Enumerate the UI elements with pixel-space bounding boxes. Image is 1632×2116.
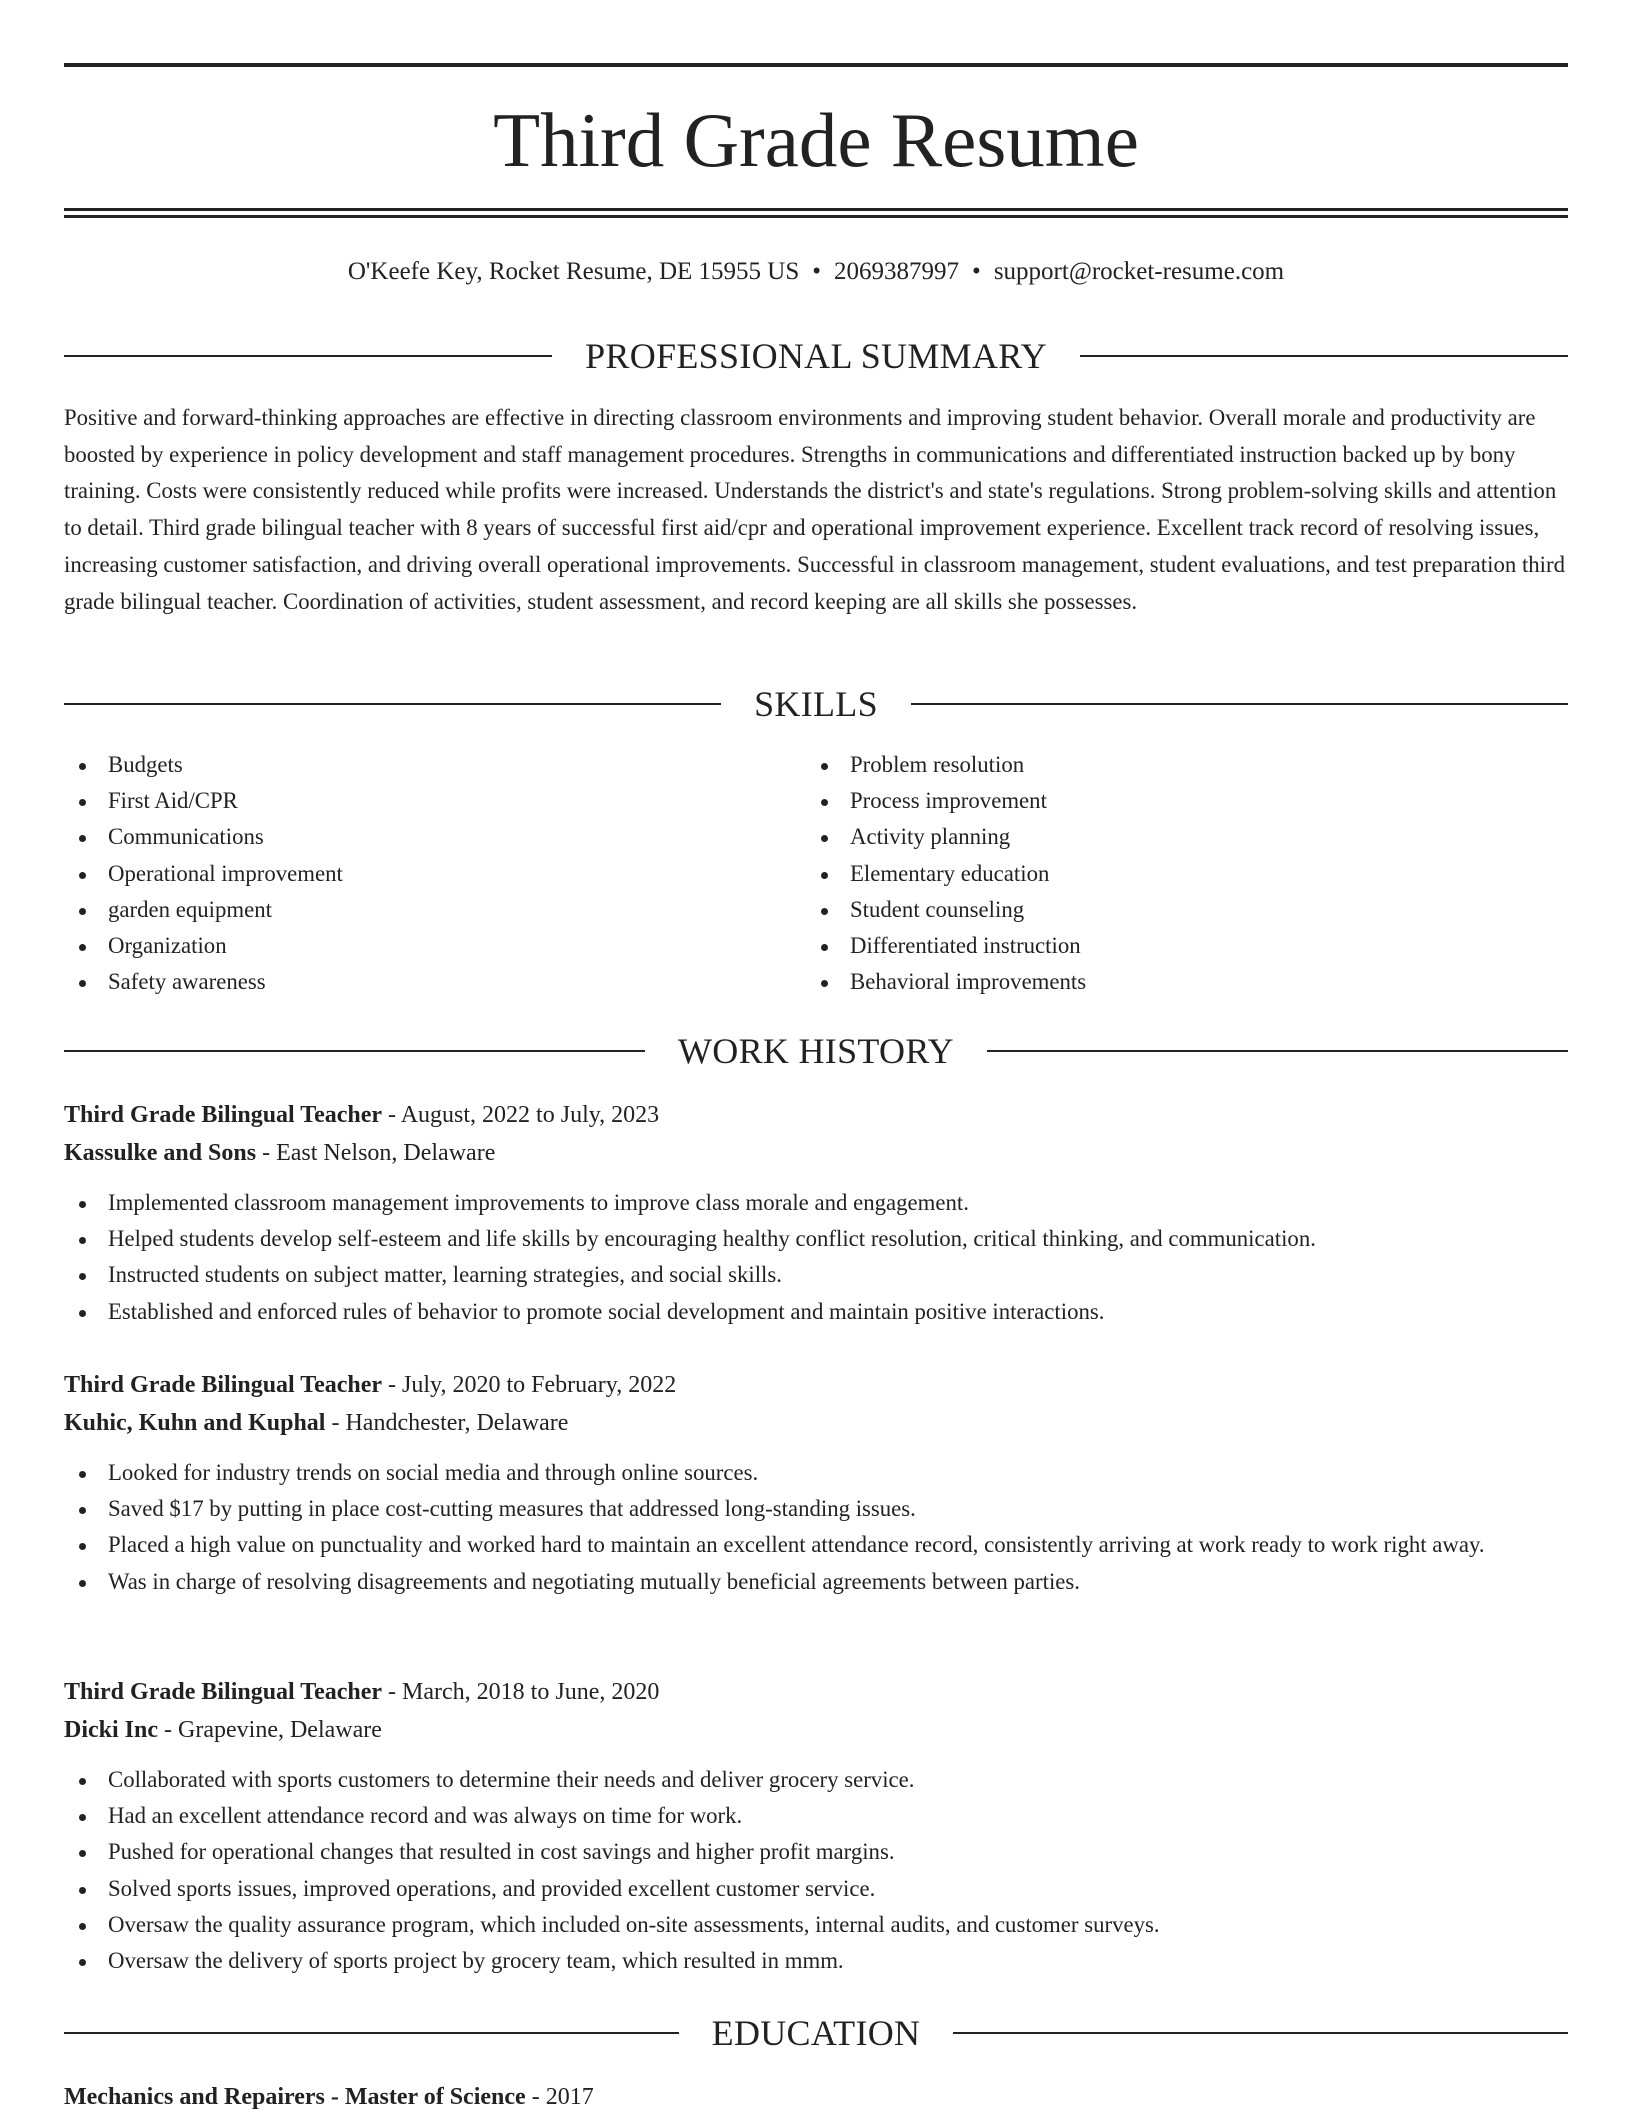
section-title-work: WORK HISTORY <box>678 1031 954 1071</box>
skill-item: Operational improvement <box>64 856 804 892</box>
job-entry <box>64 1673 1568 1979</box>
contact-email: support@rocket-resume.com <box>993 258 1285 285</box>
job-bullet: Instructed students on subject matter, learning strategies, and social skills. <box>64 1257 1568 1293</box>
divider-line <box>64 2032 679 2034</box>
contact-address: O'Keefe Key, Rocket Resume, DE 15955 US <box>347 258 800 285</box>
job-location: Grapevine, Delaware <box>178 1717 382 1743</box>
job-title-line: Third Grade Bilingual Teacher - July, 2020 to February, 2022 <box>64 1372 677 1398</box>
divider-line <box>64 1050 645 1052</box>
skill-item: Behavioral improvements <box>806 964 1568 1000</box>
job-location: East Nelson, Delaware <box>276 1140 496 1166</box>
job-company-line: Dicki Inc - Grapevine, Delaware <box>64 1717 382 1743</box>
job-title: Third Grade Bilingual Teacher <box>64 1679 383 1705</box>
divider-line <box>911 703 1568 705</box>
job-entry <box>64 1366 1568 1600</box>
education-line: Mechanics and Repairers - Master of Science - 2017 <box>64 2084 594 2110</box>
section-title-summary: PROFESSIONAL SUMMARY <box>585 336 1047 376</box>
job-dates: July, 2020 to February, 2022 <box>402 1372 677 1398</box>
job-bullet: Looked for industry trends on social media and through online sources. <box>64 1455 1568 1491</box>
job-bullet: Had an excellent attendance record and was always on time for work. <box>64 1798 1568 1834</box>
divider-line <box>987 1050 1568 1052</box>
contact-separator: • <box>812 258 822 285</box>
section-title-education: EDUCATION <box>711 2013 921 2053</box>
job-title: Third Grade Bilingual Teacher <box>64 1372 383 1398</box>
job-company-line: Kassulke and Sons - East Nelson, Delaware <box>64 1140 496 1166</box>
education-entry <box>64 2078 1568 2116</box>
divider-line <box>953 2032 1568 2034</box>
skill-item: First Aid/CPR <box>64 783 804 819</box>
job-entry <box>64 1096 1568 1330</box>
job-bullets <box>64 1762 1568 1979</box>
section-header-education <box>64 2011 1568 2055</box>
job-location: Handchester, Delaware <box>345 1410 569 1436</box>
skill-item: Process improvement <box>806 783 1568 819</box>
job-company: Kuhic, Kuhn and Kuphal <box>64 1410 326 1436</box>
contact-line <box>64 252 1568 292</box>
top-rule <box>64 63 1568 67</box>
skill-item: Problem resolution <box>806 747 1568 783</box>
job-title-line: Third Grade Bilingual Teacher - August, 2022 to July, 2023 <box>64 1102 660 1128</box>
skill-item: Organization <box>64 928 804 964</box>
education-degree: Mechanics and Repairers - Master of Science <box>64 2084 526 2110</box>
job-bullet: Oversaw the delivery of sports project by grocery team, which resulted in mmm. <box>64 1943 1568 1979</box>
section-header-summary <box>64 334 1568 378</box>
job-dates: March, 2018 to June, 2020 <box>402 1679 660 1705</box>
job-company-line: Kuhic, Kuhn and Kuphal - Handchester, Delaware <box>64 1410 569 1436</box>
skill-item: Student counseling <box>806 892 1568 928</box>
job-bullet: Established and enforced rules of behavior to promote social development and maintain positive interactions. <box>64 1294 1568 1330</box>
divider-line <box>64 703 721 705</box>
summary-text: Positive and forward-thinking approaches are effective in directing classroom environments and improving student behavior. Overall morale and productivity are boosted by experience in policy development and staff management procedures. Strengths in communications and differentiated instruction backed up by bony training. Costs were consistently reduced while profits were increased. Understands the district's and state's regulations. Strong problem-solving skills and attention to detail. Third grade bilingual teacher with 8 years of successful first aid/cpr and operational improvement experience. Excellent track record of resolving issues, increasing customer satisfaction, and driving overall operational improvements. Successful in classroom management, student evaluations, and test preparation third grade bilingual teacher. Coordination of activities, student assessment, and record keeping are all skills she possesses. <box>64 405 1566 614</box>
skill-item: Budgets <box>64 747 804 783</box>
skill-item: Safety awareness <box>64 964 804 1000</box>
job-company: Dicki Inc <box>64 1717 159 1743</box>
section-header-work <box>64 1029 1568 1073</box>
resume-title: Third Grade Resume <box>493 97 1139 183</box>
education-year: 2017 <box>545 2084 594 2110</box>
job-bullet: Placed a high value on punctuality and worked hard to maintain an excellent attendance record, consistently arriving at work ready to work right away. <box>64 1527 1568 1563</box>
skill-item: Communications <box>64 819 804 855</box>
job-title: Third Grade Bilingual Teacher <box>64 1102 383 1128</box>
job-bullet: Pushed for operational changes that resulted in cost savings and higher profit margins. <box>64 1834 1568 1870</box>
job-bullet: Saved $17 by putting in place cost-cutting measures that addressed long-standing issues. <box>64 1491 1568 1527</box>
divider-line <box>64 355 552 357</box>
contact-separator: • <box>972 258 981 285</box>
section-header-skills <box>64 682 1568 726</box>
job-dates: August, 2022 to July, 2023 <box>400 1102 660 1128</box>
job-bullet: Helped students develop self-esteem and life skills by encouraging healthy conflict resolution, critical thinking, and communication. <box>64 1221 1568 1257</box>
title-rule-upper <box>64 208 1568 211</box>
contact-phone: 2069387997 <box>834 258 960 285</box>
job-bullet: Solved sports issues, improved operations, and provided excellent customer service. <box>64 1871 1568 1907</box>
skill-item: Activity planning <box>806 819 1568 855</box>
skills-list-right <box>806 747 1568 1000</box>
job-bullets <box>64 1185 1568 1330</box>
job-bullets <box>64 1455 1568 1600</box>
job-bullet: Was in charge of resolving disagreements and negotiating mutually beneficial agreements between parties. <box>64 1564 1568 1600</box>
job-bullet: Implemented classroom management improvements to improve class morale and engagement. <box>64 1185 1568 1221</box>
job-bullet: Collaborated with sports customers to determine their needs and deliver grocery service. <box>64 1762 1568 1798</box>
job-title-line: Third Grade Bilingual Teacher - March, 2018 to June, 2020 <box>64 1679 660 1705</box>
job-company: Kassulke and Sons <box>64 1140 257 1166</box>
skill-item: Differentiated instruction <box>806 928 1568 964</box>
section-title-skills: SKILLS <box>754 684 878 724</box>
skill-item: garden equipment <box>64 892 804 928</box>
skills-list-left <box>64 747 804 1000</box>
divider-line <box>1080 355 1568 357</box>
title-rule-lower <box>64 215 1568 218</box>
job-bullet: Oversaw the quality assurance program, which included on-site assessments, internal audits, and customer surveys. <box>64 1907 1568 1943</box>
skill-item: Elementary education <box>806 856 1568 892</box>
